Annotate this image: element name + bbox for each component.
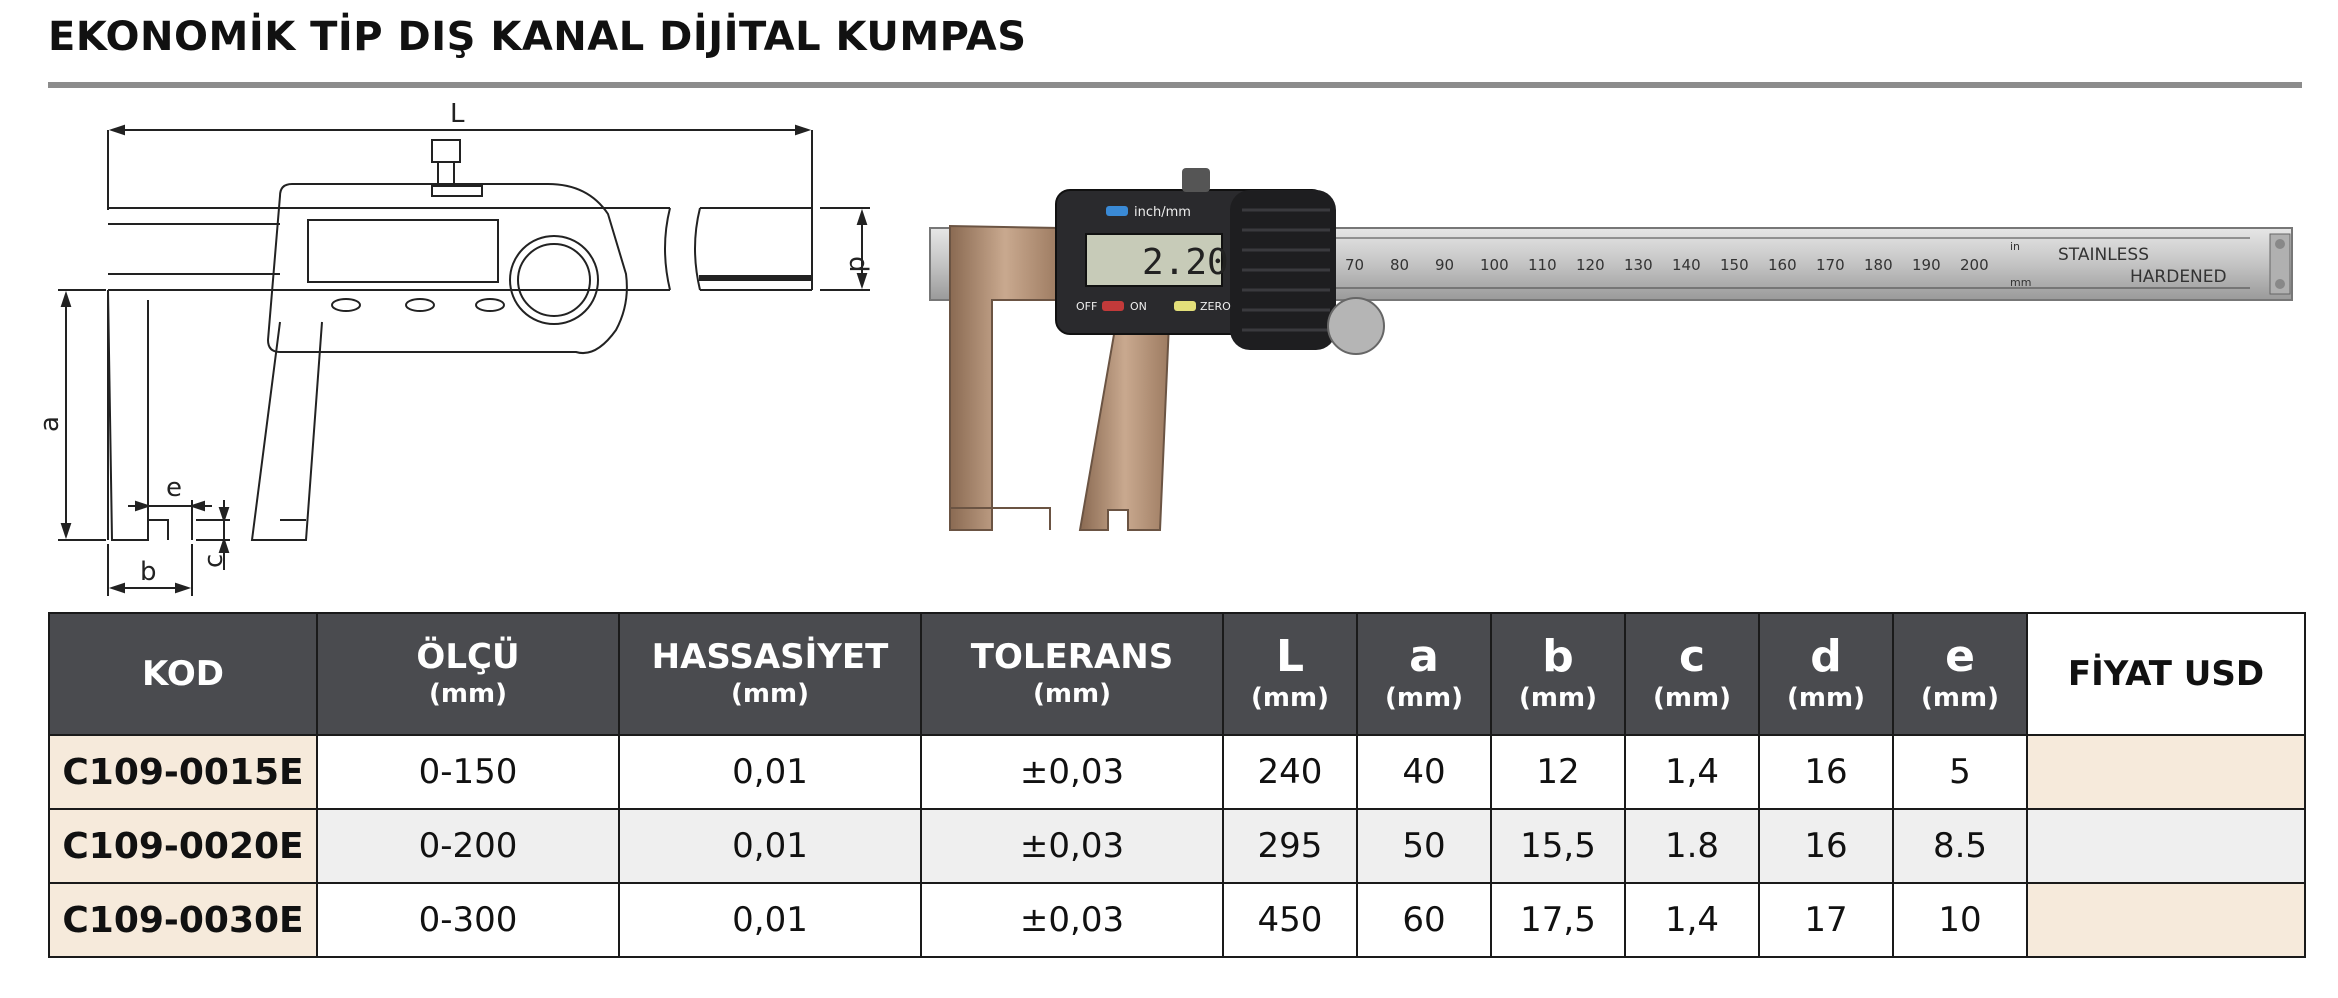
specs-table <box>48 612 2306 958</box>
cell-b: 17,5 <box>1491 883 1625 957</box>
header-kod: KOD <box>49 613 317 735</box>
dim-label-e: e <box>166 473 182 503</box>
header-hassasiyet: HASSASİYET (mm) <box>619 613 921 735</box>
cell-tolerans: ±0,03 <box>921 809 1223 883</box>
scale-label: 180 <box>1864 256 1893 274</box>
cell-d: 16 <box>1759 735 1893 809</box>
cell-b: 12 <box>1491 735 1625 809</box>
scale-label: 200 <box>1960 256 1989 274</box>
unit-button-label: inch/mm <box>1134 205 1191 220</box>
cell-d: 16 <box>1759 809 1893 883</box>
header-tolerans: TOLERANS (mm) <box>921 613 1223 735</box>
scale-label: 150 <box>1720 256 1749 274</box>
scale-label: 90 <box>1435 256 1455 274</box>
table-row <box>49 809 2305 883</box>
cell-tolerans: ±0,03 <box>921 883 1223 957</box>
lcd-readout: 2.20 <box>1142 242 1229 283</box>
cell-d: 17 <box>1759 883 1893 957</box>
scale-label: 160 <box>1768 256 1797 274</box>
header-L: L (mm) <box>1223 613 1357 735</box>
cell-c: 1,4 <box>1625 735 1759 809</box>
caliper-product-photo <box>930 150 2310 550</box>
off-label: OFF <box>1076 300 1098 313</box>
cell-olcu: 0-300 <box>317 883 619 957</box>
brand-hardened: HARDENED <box>2130 267 2227 287</box>
cell-a: 50 <box>1357 809 1491 883</box>
dim-label-b: b <box>140 557 157 587</box>
cell-hassasiyet: 0,01 <box>619 809 921 883</box>
scale-in-label: in <box>2010 240 2021 253</box>
scale-label: 120 <box>1576 256 1605 274</box>
cell-e: 10 <box>1893 883 2027 957</box>
header-a: a (mm) <box>1357 613 1491 735</box>
scale-label: 70 <box>1345 256 1365 274</box>
cell-hassasiyet: 0,01 <box>619 735 921 809</box>
header-c: c (mm) <box>1625 613 1759 735</box>
dim-label-c: c <box>199 553 229 568</box>
on-label: ON <box>1130 300 1147 313</box>
header-e: e (mm) <box>1893 613 2027 735</box>
cell-e: 5 <box>1893 735 2027 809</box>
scale-label: 80 <box>1390 256 1410 274</box>
cell-olcu: 0-150 <box>317 735 619 809</box>
zero-label: ZERO <box>1200 300 1231 313</box>
cell-kod: C109-0015E <box>49 735 317 809</box>
dim-label-d: d <box>843 256 873 273</box>
table-row <box>49 735 2305 809</box>
cell-a: 60 <box>1357 883 1491 957</box>
cell-L: 240 <box>1223 735 1357 809</box>
cell-hassasiyet: 0,01 <box>619 883 921 957</box>
cell-olcu: 0-200 <box>317 809 619 883</box>
scale-label: 190 <box>1912 256 1941 274</box>
cell-L: 295 <box>1223 809 1357 883</box>
cell-fiyat <box>2027 883 2305 957</box>
table-header-row <box>49 613 2305 735</box>
scale-label: 140 <box>1672 256 1701 274</box>
cell-a: 40 <box>1357 735 1491 809</box>
cell-tolerans: ±0,03 <box>921 735 1223 809</box>
scale-label: 110 <box>1528 256 1557 274</box>
scale-label: 100 <box>1480 256 1509 274</box>
cell-L: 450 <box>1223 883 1357 957</box>
cell-kod: C109-0020E <box>49 809 317 883</box>
header-olcu: ÖLÇÜ (mm) <box>317 613 619 735</box>
header-d: d (mm) <box>1759 613 1893 735</box>
cell-fiyat <box>2027 809 2305 883</box>
cell-kod: C109-0030E <box>49 883 317 957</box>
scale-label: 130 <box>1624 256 1653 274</box>
scale-label: 170 <box>1816 256 1845 274</box>
brand-stainless: STAINLESS <box>2058 245 2150 265</box>
cell-fiyat <box>2027 735 2305 809</box>
table-row <box>49 883 2305 957</box>
dim-label-a: a <box>35 416 65 432</box>
cell-c: 1,4 <box>1625 883 1759 957</box>
page-title: EKONOMİK TİP DIŞ KANAL DİJİTAL KUMPAS <box>48 14 1027 60</box>
header-b: b (mm) <box>1491 613 1625 735</box>
title-divider <box>48 82 2302 88</box>
cell-e: 8.5 <box>1893 809 2027 883</box>
cell-c: 1.8 <box>1625 809 1759 883</box>
caliper-dimension-drawing <box>35 99 880 620</box>
dim-label-L: L <box>450 99 465 129</box>
cell-b: 15,5 <box>1491 809 1625 883</box>
header-fiyat: FİYAT USD <box>2027 613 2305 735</box>
scale-mm-label: mm <box>2010 276 2032 289</box>
